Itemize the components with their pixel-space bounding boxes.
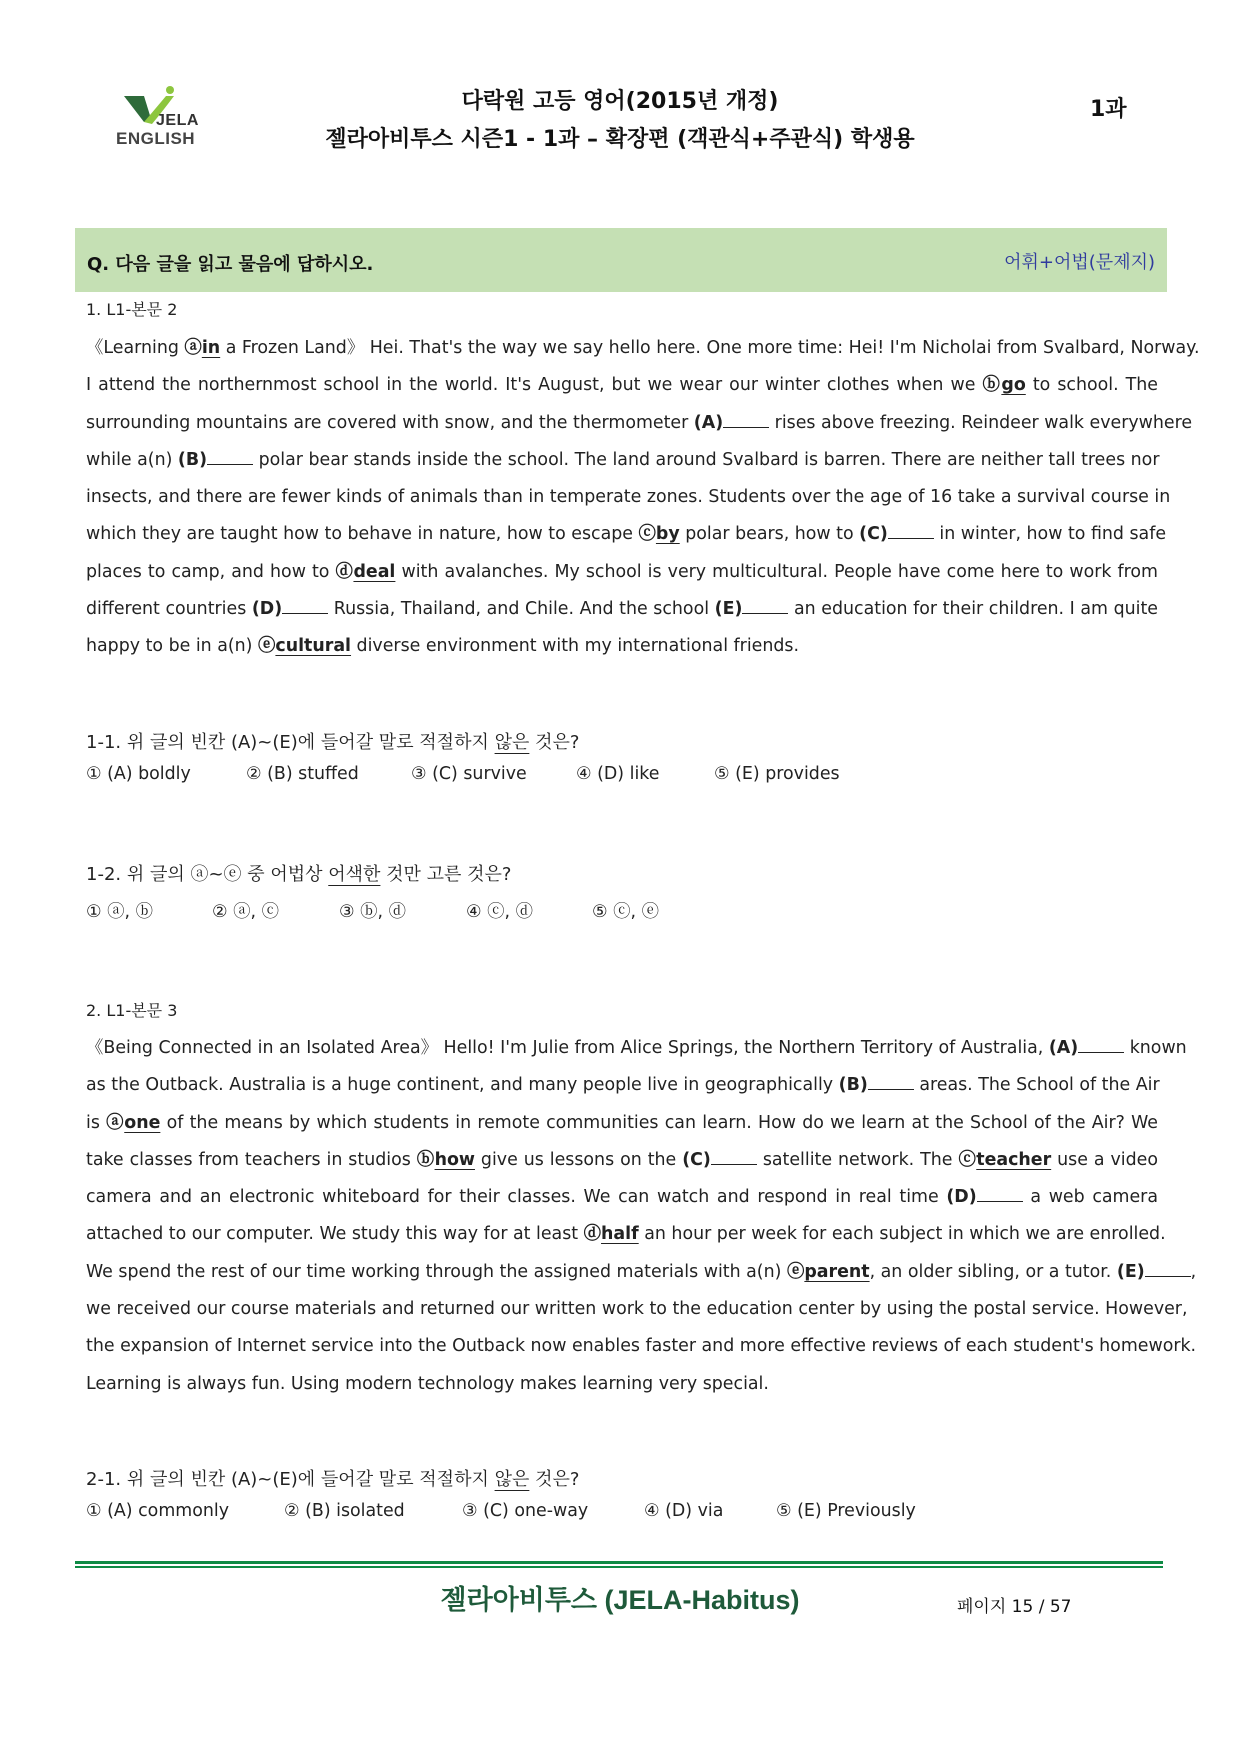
answer-blank [977,1185,1023,1202]
answer-blank [723,411,769,428]
blank-label: (A) [1048,1038,1079,1058]
passage-line: camera and an electronic whiteboard for their classes. We can watch and respond in real time (D) a web camera [86,1187,1158,1208]
passage-2 [86,1030,1197,1403]
option-5[interactable]: ⑤ ⓒ, ⓔ [592,902,659,922]
answer-blank [1078,1036,1124,1053]
emphasis-underline: 어색한 [328,864,381,885]
option-5[interactable]: ⑤ (E) provides [714,764,840,784]
blank-label: (D) [251,599,283,620]
emphasis-underline: 않은 [494,1469,530,1490]
option-4[interactable]: ④ (D) via [644,1501,724,1521]
section-1-label: 1. L1-본문 2 [86,300,178,319]
passage-line: 《Learning ⓐin a Frozen Land》 Hei. That's the way we say hello here. One more time: Hei! I'm Nicholai from Svalbard, Norway. [86,338,1200,358]
grammar-marker: ⓐ [106,1112,125,1133]
passage-1 [86,330,1200,666]
option-2[interactable]: ② ⓐ, ⓒ [212,902,279,922]
passage-line: different countries (D) Russia, Thailand, and Chile. And the school (E) an education for their children. I am quite [86,599,1158,620]
underlined-word: parent [804,1261,870,1282]
emphasis-underline: 않은 [494,732,530,753]
grammar-marker: ⓐ [184,338,202,358]
document-subtitle: 젤라아비투스 시즌1 - 1과 – 확장편 (객관식+주관식) 학생용 [325,127,915,152]
passage-line: take classes from teachers in studios ⓑhow give us lessons on the (C) satellite network. The ⓒteacher use a video [86,1149,1158,1170]
footer-brand: 젤라아비투스 (JELA-Habitus) [440,1585,800,1615]
grammar-marker: ⓓ [335,561,354,582]
grammar-marker: ⓔ [786,1261,805,1282]
passage-line: 《Being Connected in an Isolated Area》 Hello! I'm Julie from Alice Springs, the Northern Territory of Australia, (A) known [86,1038,1187,1058]
logo-jela-text: JELA [156,112,199,129]
question-1-1-options [86,764,840,784]
passage-line: as the Outback. Australia is a huge continent, and many people live in geographically (B) areas. The School of the Air [86,1075,1160,1096]
grammar-marker: ⓓ [583,1224,602,1245]
option-1[interactable]: ① (A) commonly [86,1501,229,1521]
underlined-word: teacher [976,1149,1052,1170]
blank-label: (C) [682,1149,711,1170]
underlined-word: half [601,1224,639,1245]
passage-line: we received our course materials and returned our written work to the education center by using the postal service. However, [86,1299,1188,1320]
grammar-marker: ⓔ [258,636,276,657]
passage-line: attached to our computer. We study this way for at least ⓓhalf an hour per week for each subject in which we are enrolled. [86,1224,1166,1245]
instruction-text: Q. 다음 글을 읽고 물음에 답하시오. [87,254,374,275]
answer-blank [282,597,328,614]
question-2-1: 2-1. 위 글의 빈칸 (A)~(E)에 들어갈 말로 적절하지 않은 것은? [86,1469,580,1490]
passage-line: the expansion of Internet service into the Outback now enables faster and more effective reviews of each student's homework. [86,1336,1197,1357]
underlined-word: in [201,338,221,358]
grammar-marker: ⓒ [958,1149,977,1170]
answer-blank [742,597,788,614]
page-number: 페이지 15 / 57 [957,1597,1072,1617]
option-3[interactable]: ③ ⓑ, ⓓ [339,902,406,922]
question-instruction-bar [75,228,1167,292]
passage-line: while a(n) (B) polar bear stands inside the school. The land around Svalbard is barren. There are neither tall trees nor [86,449,1160,470]
logo-english-text: ENGLISH [116,129,196,148]
underlined-word: deal [353,561,396,582]
blank-label: (D) [946,1187,977,1208]
passage-line: We spend the rest of our time working through the assigned materials with a(n) ⓔparent, an older sibling, or a tutor. (E) , [86,1261,1197,1282]
blank-label: (B) [838,1075,868,1096]
question-1-2-options [86,897,659,922]
option-3[interactable]: ③ (C) survive [411,764,527,784]
passage-line: is ⓐone of the means by which students in remote communities can learn. How do we learn at the School of the Air? We [86,1112,1158,1133]
underlined-word: by [655,524,680,545]
passage-line: which they are taught how to behave in nature, how to escape ⓒby polar bears, how to (C) in winter, how to find safe [86,524,1167,545]
section-2-label: 2. L1-본문 3 [86,1001,178,1020]
option-5[interactable]: ⑤ (E) Previously [776,1501,916,1521]
footer-divider-secondary [75,1566,1163,1568]
grammar-marker: ⓒ [638,524,656,545]
document-title: 다락원 고등 영어(2015년 개정) [461,89,779,114]
answer-blank [868,1073,914,1090]
passage-line: places to camp, and how to ⓓdeal with avalanches. My school is very multicultural. People have come here to work from [86,561,1158,582]
answer-blank [711,1148,757,1165]
passage-line: insects, and there are fewer kinds of animals than in temperate zones. Students over the age of 16 take a survival course in [86,487,1171,508]
answer-blank [888,522,934,539]
passage-line: happy to be in a(n) ⓔcultural diverse environment with my international friends. [86,636,800,657]
underlined-word: one [124,1112,161,1133]
lesson-number: 1과 [1090,97,1127,122]
option-3[interactable]: ③ (C) one-way [462,1501,589,1521]
worksheet-type-tag: 어휘+어법(문제지) [1004,252,1155,273]
blank-label: (E) [714,599,743,620]
passage-line: I attend the northernmost school in the world. It's August, but we wear our winter clothes when we ⓑgo to school. The [86,375,1158,396]
answer-blank [207,448,253,465]
answer-blank [1145,1260,1191,1277]
passage-line: Learning is always fun. Using modern technology makes learning very special. [86,1373,769,1394]
grammar-marker: ⓑ [416,1149,435,1170]
option-1[interactable]: ① (A) boldly [86,764,191,784]
question-2-1-options [86,1501,916,1521]
blank-label: (E) [1116,1261,1145,1282]
option-2[interactable]: ② (B) stuffed [246,764,359,784]
grammar-marker: ⓑ [982,375,1002,396]
question-1-2: 1-2. 위 글의 ⓐ~ⓔ 중 어법상 어색한 것만 고른 것은? [86,864,512,885]
option-4[interactable]: ④ (D) like [576,764,660,784]
underlined-word: cultural [275,636,352,657]
passage-line: surrounding mountains are covered with snow, and the thermometer (A) rises above freezing. Reindeer walk everywhere [86,412,1193,433]
blank-label: (A) [693,412,724,433]
page-header [0,0,1240,180]
underlined-word: how [434,1149,475,1170]
option-1[interactable]: ① ⓐ, ⓑ [86,902,153,922]
blank-label: (C) [859,524,888,545]
option-4[interactable]: ④ ⓒ, ⓓ [466,902,533,922]
option-2[interactable]: ② (B) isolated [284,1501,405,1521]
blank-label: (B) [177,449,208,470]
footer-divider [75,1561,1163,1564]
underlined-word: go [1001,375,1026,396]
question-1-1: 1-1. 위 글의 빈칸 (A)~(E)에 들어갈 말로 적절하지 않은 것은? [86,732,580,753]
